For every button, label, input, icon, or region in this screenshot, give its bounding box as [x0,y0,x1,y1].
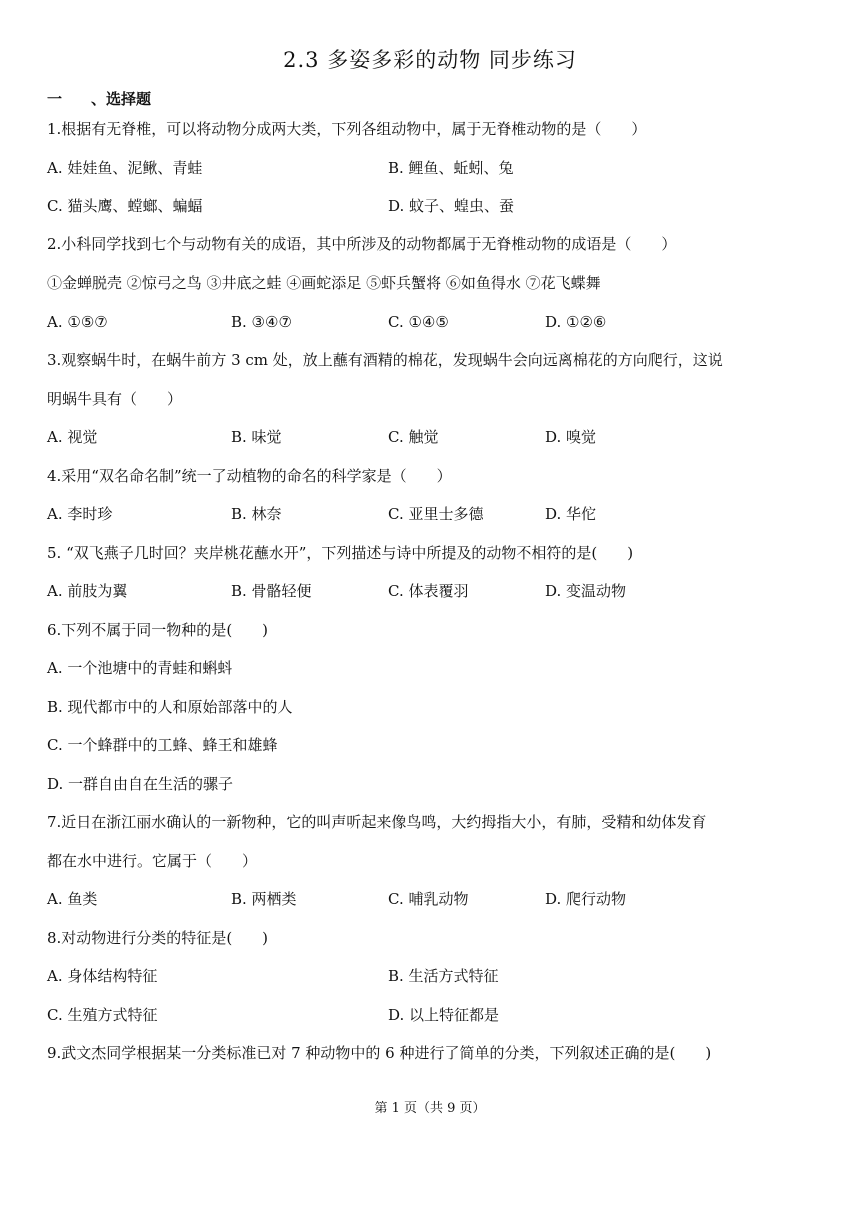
question-3-stem-line-1: 3.观察蜗牛时，在蜗牛前方 3 cm 处，放上蘸有酒精的棉花，发现蜗牛会向远离棉花的方向爬行，这说 [47,351,723,369]
question-2-option-a: A. ①⑤⑦ [47,313,108,331]
question-9-stem: 9.武文杰同学根据某一分类标准已对 7 种动物中的 6 种进行了简单的分类，下列叙述正确的是( ) [47,1044,712,1062]
question-4-stem: 4.采用“双名命名制”统一了动植物的命名的科学家是（ ） [47,467,452,485]
section-number: 一 [47,90,63,108]
section-heading [47,88,151,109]
question-4-option-b: B. 林奈 [231,505,282,523]
question-4-option-a: A. 李时珍 [47,505,113,523]
question-1-option-d: D. 蚊子、蝗虫、蚕 [388,197,515,215]
question-6-option-c: C. 一个蜂群中的工蜂、蜂王和雄蜂 [47,736,278,754]
question-7-option-a: A. 鱼类 [47,890,98,908]
question-5-option-c: C. 体表覆羽 [388,582,469,600]
question-1-option-b: B. 鲤鱼、蚯蚓、兔 [388,159,514,177]
question-7-stem-line-2: 都在水中进行。它属于（ ） [47,852,258,870]
page-footer: 第 1 页（共 9 页） [374,1101,486,1116]
question-8-stem: 8.对动物进行分类的特征是( ) [47,929,269,947]
question-7-option-d: D. 爬行动物 [545,890,627,908]
question-5-stem: 5. “双飞燕子几时回？夹岸桃花蘸水开”，下列描述与诗中所提及的动物不相符的是( ) [47,544,634,562]
question-8-option-d: D. 以上特征都是 [388,1006,500,1024]
question-2-option-b: B. ③④⑦ [231,313,292,331]
question-1-stem: 1.根据有无脊椎，可以将动物分成两大类，下列各组动物中，属于无脊椎动物的是（ ） [47,120,647,138]
question-8-option-c: C. 生殖方式特征 [47,1006,158,1024]
question-3-option-a: A. 视觉 [47,428,98,446]
question-4-option-c: C. 亚里士多德 [388,505,484,523]
question-6-stem: 6.下列不属于同一物种的是( ) [47,621,269,639]
question-3-option-b: B. 味觉 [231,428,282,446]
page-title: 2.3 多姿多彩的动物 同步练习 [283,48,577,72]
question-2-option-c: C. ①④⑤ [388,313,449,331]
section-label: 、选择题 [91,90,152,108]
question-3-option-d: D. 嗅觉 [545,428,597,446]
question-8-option-b: B. 生活方式特征 [388,967,499,985]
question-3-option-c: C. 触觉 [388,428,439,446]
question-5-option-a: A. 前肢为翼 [47,582,128,600]
question-2-option-d: D. ①②⑥ [545,313,607,331]
question-2-idiom-list: ①金蝉脱壳 ②惊弓之鸟 ③井底之蛙 ④画蛇添足 ⑤虾兵蟹将 ⑥如鱼得水 ⑦花飞蝶舞 [47,274,601,292]
question-4-option-d: D. 华佗 [545,505,597,523]
question-8-option-a: A. 身体结构特征 [47,967,158,985]
question-6-option-d: D. 一群自由自在生活的骡子 [47,775,234,793]
question-7-option-c: C. 哺乳动物 [388,890,469,908]
question-3-stem-line-2: 明蜗牛具有（ ） [47,390,183,408]
question-2-stem: 2.小科同学找到七个与动物有关的成语，其中所涉及的动物都属于无脊椎动物的成语是（ ） [47,235,677,253]
question-6-option-a: A. 一个池塘中的青蛙和蝌蚪 [47,659,233,677]
question-1-option-a: A. 娃娃鱼、泥鳅、青蛙 [47,159,203,177]
question-5-option-d: D. 变温动物 [545,582,627,600]
question-6-option-b: B. 现代都市中的人和原始部落中的人 [47,698,293,716]
question-7-stem-line-1: 7.近日在浙江丽水确认的一新物种，它的叫声听起来像鸟鸣，大约拇指大小，有肺，受精和幼体发育 [47,813,707,831]
question-1-option-c: C. 猫头鹰、螳螂、蝙蝠 [47,197,203,215]
question-7-option-b: B. 两栖类 [231,890,297,908]
question-5-option-b: B. 骨骼轻便 [231,582,312,600]
